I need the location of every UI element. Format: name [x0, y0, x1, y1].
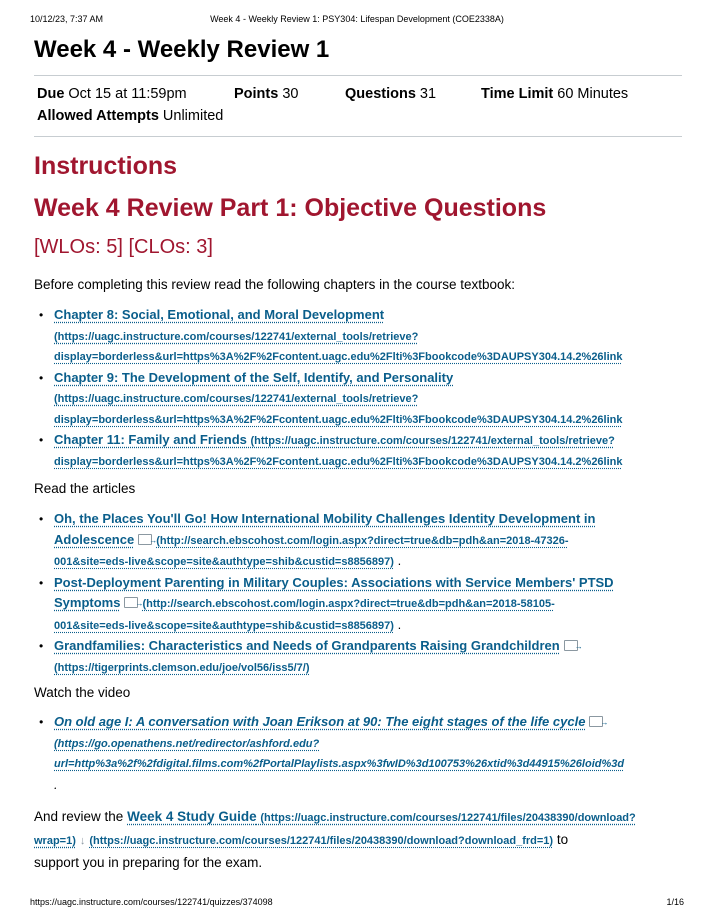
- divider: [34, 75, 682, 76]
- video-url[interactable]: (https://go.openathens.net/redirector/ashford.edu? url=http%3a%2f%2fdigital.films.com%2fPortalPlaylists.aspx%3fwID%3d100753%26xtid%3d44915%26loid%3d: [54, 737, 625, 770]
- article-3-link[interactable]: Grandfamilies: Characteristics and Needs of Grandparents Raising Grandchildren: [54, 638, 560, 653]
- study-guide-link[interactable]: Week 4 Study Guide (https://uagc.instructure.com/courses/122741/files/20438390/download? wrap=1): [34, 809, 636, 847]
- instructions-heading: Instructions: [34, 152, 178, 180]
- chapter-list: [34, 305, 694, 472]
- list-item: [34, 636, 694, 678]
- article-list: [34, 509, 694, 678]
- list-item: [34, 368, 694, 431]
- review-subheading: Week 4 Review Part 1: Objective Questions: [34, 194, 547, 222]
- list-item: • Oh, the Places You'll Go! How International Mobility Challenges Identity Development in Adolescence→ (http://search.ebscohost.com/login.aspx?direct=true&db=pdh&an=2018-47326- 001&site=eds-live&scope=site&authtype=shib&custid=s8856897) .: [34, 509, 694, 573]
- article-1-link[interactable]: Oh, the Places You'll Go! How International Mobility Challenges Identity Development in Adolescence: [54, 511, 596, 547]
- page-number: 1/16: [666, 897, 684, 907]
- video-link[interactable]: On old age I: A conversation with Joan Erikson at 90: The eight stages of the life cycle: [54, 714, 586, 729]
- time-limit-info: Time Limit 60 Minutes: [481, 86, 629, 102]
- print-datetime: 10/12/23, 7:37 AM: [30, 14, 104, 24]
- video-intro: Watch the video: [34, 685, 131, 700]
- list-item: [34, 430, 694, 472]
- quiz-meta-row-1: [37, 86, 187, 102]
- external-link-icon: [564, 640, 578, 651]
- points-info: Points 30: [234, 86, 299, 102]
- outcomes-heading: [WLOs: 5] [CLOs: 3]: [34, 236, 213, 258]
- chapter-9-link[interactable]: Chapter 9: The Development of the Self, Identify, and Personality (https://uagc.instructure.com/courses/122741/external_tools/retrieve? display=borderless&url=https%3A%2F%2Fcontent.uagc.edu%2Flti%3Fbookcode%3DAUPSY304.14.2%26link: [54, 369, 623, 426]
- questions-info: Questions 31: [345, 86, 437, 102]
- external-link-icon: [124, 597, 138, 608]
- article-3-url[interactable]: (https://tigerprints.clemson.edu/joe/vol56/iss5/7/): [54, 661, 310, 674]
- article-2-link[interactable]: Post-Deployment Parenting in Military Couples: Associations with Service Members' PTSD Symptoms: [54, 574, 614, 610]
- quiz-title: Week 4 - Weekly Review 1: [34, 36, 330, 63]
- external-link-icon: [138, 534, 152, 545]
- due-info: Due Oct 15 at 11:59pm: [37, 86, 187, 102]
- articles-intro: Read the articles: [34, 481, 136, 496]
- attempts-info: Allowed Attempts Unlimited: [37, 108, 224, 124]
- chapter-8-link[interactable]: Chapter 8: Social, Emotional, and Moral Development (https://uagc.instructure.com/courses/122741/external_tools/retrieve? display=borderless&url=https%3A%2F%2Fcontent.uagc.edu%2Flti%3Fbookcode%3DAUPSY304.14.2%26link: [54, 307, 623, 363]
- download-arrow-icon[interactable]: ↓: [79, 835, 86, 847]
- list-item: • On old age I: A conversation with Joan Erikson at 90: The eight stages of the life cycle→ (https://go.openathens.net/redirector/ashford.edu? url=http%3a%2f%2fdigital.films.com%2fPortalPlaylists.aspx%3fwID%3d100753%26xtid%3d44915%26loid%3d .: [34, 712, 694, 796]
- print-header: [30, 14, 684, 26]
- article-1-url[interactable]: (http://search.ebscohost.com/login.aspx?direct=true&db=pdh&an=2018-47326- 001&site=eds-live&scope=site&authtype=shib&custid=s8856897): [54, 534, 569, 568]
- print-url: https://uagc.instructure.com/courses/122741/quizzes/374098: [30, 897, 273, 907]
- chapters-intro: Before completing this review read the following chapters in the course textbook:: [34, 277, 516, 292]
- list-item: • Post-Deployment Parenting in Military Couples: Associations with Service Members' PTSD Symptoms→ (http://search.ebscohost.com/login.aspx?direct=true&db=pdh&an=2018-58105- 001&site=eds-live&scope=site&authtype=shib&custid=s8856897) .: [34, 573, 694, 637]
- chapter-11-link[interactable]: Chapter 11: Family and Friends (https://uagc.instructure.com/courses/122741/external_tools/retrieve? display=borderless&url=https%3A%2F%2Fcontent.uagc.edu%2Flti%3Fbookcode%3DAUPSY304.14.2%26link: [54, 432, 623, 468]
- article-2-url[interactable]: (http://search.ebscohost.com/login.aspx?direct=true&db=pdh&an=2018-58105- 001&site=eds-live&scope=site&authtype=shib&custid=s8856897): [54, 598, 555, 632]
- external-link-icon: [589, 716, 603, 727]
- divider: [34, 136, 682, 137]
- study-guide-download-link[interactable]: (https://uagc.instructure.com/courses/122741/files/20438390/download?download_frd=1): [89, 835, 554, 847]
- print-title: Week 4 - Weekly Review 1: PSY304: Lifespan Development (COE2338A): [210, 14, 504, 24]
- review-paragraph: And review the Week 4 Study Guide (https://uagc.instructure.com/courses/122741/files/20438390/download? wrap=1) ↓ (https://uagc.instructure.com/courses/122741/files/20438390/download?download_frd=1) to support you in preparing for the exam.: [34, 809, 636, 870]
- print-footer: [30, 897, 684, 907]
- video-list: [34, 712, 694, 796]
- list-item: [34, 305, 694, 368]
